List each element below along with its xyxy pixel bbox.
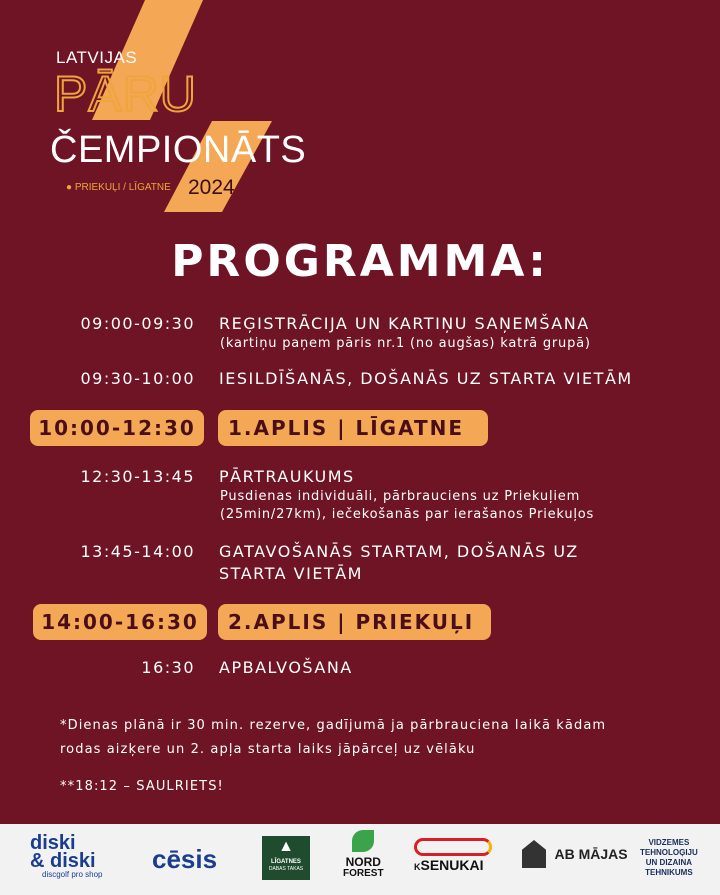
sponsor-diski (30, 834, 102, 880)
schedule-title-1: REĢISTRĀCIJA UN KARTIŅU SAŅEMŠANA (219, 314, 590, 333)
sponsor-vidzemes-1: VIDZEMES (648, 838, 690, 847)
sponsor-ligatnes-sub: DABAS TAKAS (268, 866, 304, 872)
note-sunset: **18:12 – SAULRIETS! (60, 779, 224, 794)
sponsor-senukai-k: K (414, 862, 421, 872)
logo-location-text: PRIEKUĻI / LĪGATNE (74, 182, 171, 193)
logo-latvijas: LATVIJAS (56, 48, 138, 67)
logo-location (66, 182, 171, 193)
schedule-sub-4a: Pusdienas individuāli, pārbrauciens uz Priekuļiem (220, 489, 581, 504)
sponsor-vidzemes-3: UN DIZAINA (645, 858, 692, 867)
schedule-title-7: APBALVOŠANA (219, 658, 353, 677)
schedule-time-7: 16:30 (141, 658, 195, 677)
schedule-title-5a: GATAVOŠANĀS STARTAM, DOŠANĀS UZ (219, 542, 579, 561)
note-reserve-line1: *Dienas plānā ir 30 min. rezerve, gadījumā ja pārbrauciena laikā kādam (60, 718, 607, 733)
tree-icon: ▲ (278, 838, 294, 855)
schedule-title-2: IESILDĪŠANĀS, DOŠANĀS UZ STARTA VIETĀM (219, 369, 633, 388)
schedule-time-3-pill: 10:00-12:30 (30, 410, 204, 446)
sponsor-diski-tag: discgolf pro shop (42, 870, 103, 879)
schedule-sub-4b: (25min/27km), iečekošanās par ierašanos Priekuļos (220, 507, 595, 522)
logo-cempionats: ČEMPIONĀTS (50, 129, 307, 171)
schedule-time-2: 09:30-10:00 (80, 369, 195, 388)
sponsor-cesis: cēsis (152, 844, 218, 874)
sponsor-ligatnes-text: LĪGATNES (271, 859, 301, 865)
sponsor-vidzemes (640, 838, 698, 878)
sponsor-nord-line2: FOREST (343, 868, 384, 879)
page-title: PROGRAMMA: (171, 236, 549, 287)
schedule-title-4: PĀRTRAUKUMS (219, 467, 355, 486)
schedule-time-5: 13:45-14:00 (80, 542, 195, 561)
location-pin-icon: ● (66, 182, 73, 193)
logo-year: 2024 (188, 176, 235, 199)
schedule-time-4: 12:30-13:45 (80, 467, 195, 486)
schedule-title-5b: STARTA VIETĀM (219, 564, 363, 583)
sponsor-diski-line2: & diski (30, 850, 96, 872)
sponsor-ab-majas (522, 840, 628, 868)
sponsor-senukai (414, 838, 492, 876)
sponsor-vidzemes-2: TEHNOLOĢIJU (640, 848, 698, 857)
sponsor-diski-line1: diski (30, 832, 76, 854)
schedule-title-3-pill: 1.APLIS | LĪGATNE (218, 410, 488, 446)
sponsor-senukai-text: SENUKAI (420, 857, 484, 873)
senukai-rings-icon (414, 838, 492, 856)
schedule-time-1: 09:00-09:30 (80, 314, 195, 333)
sponsor-ligatnes (262, 836, 310, 880)
leaf-icon (352, 830, 374, 852)
sponsor-nord-line1: NORD (345, 855, 381, 869)
schedule-title-6-pill: 2.APLIS | PRIEKUĻI (218, 604, 491, 640)
note-reserve-line2: rodas aizķere un 2. apļa starta laiks jāpārceļ uz vēlāku (60, 742, 476, 757)
sponsor-vidzemes-4: TEHNIKUMS (645, 868, 693, 877)
house-icon (522, 840, 546, 868)
logo-paru: PĀRU (54, 66, 197, 122)
schedule-time-6-pill: 14:00-16:30 (33, 604, 207, 640)
sponsor-footer (0, 824, 720, 895)
sponsor-ab-majas-text: AB MĀJAS (554, 846, 628, 862)
schedule-sub-1: (kartiņu paņem pāris nr.1 (no augšas) katrā grupā) (220, 336, 591, 351)
sponsor-nord-forest (343, 830, 384, 880)
